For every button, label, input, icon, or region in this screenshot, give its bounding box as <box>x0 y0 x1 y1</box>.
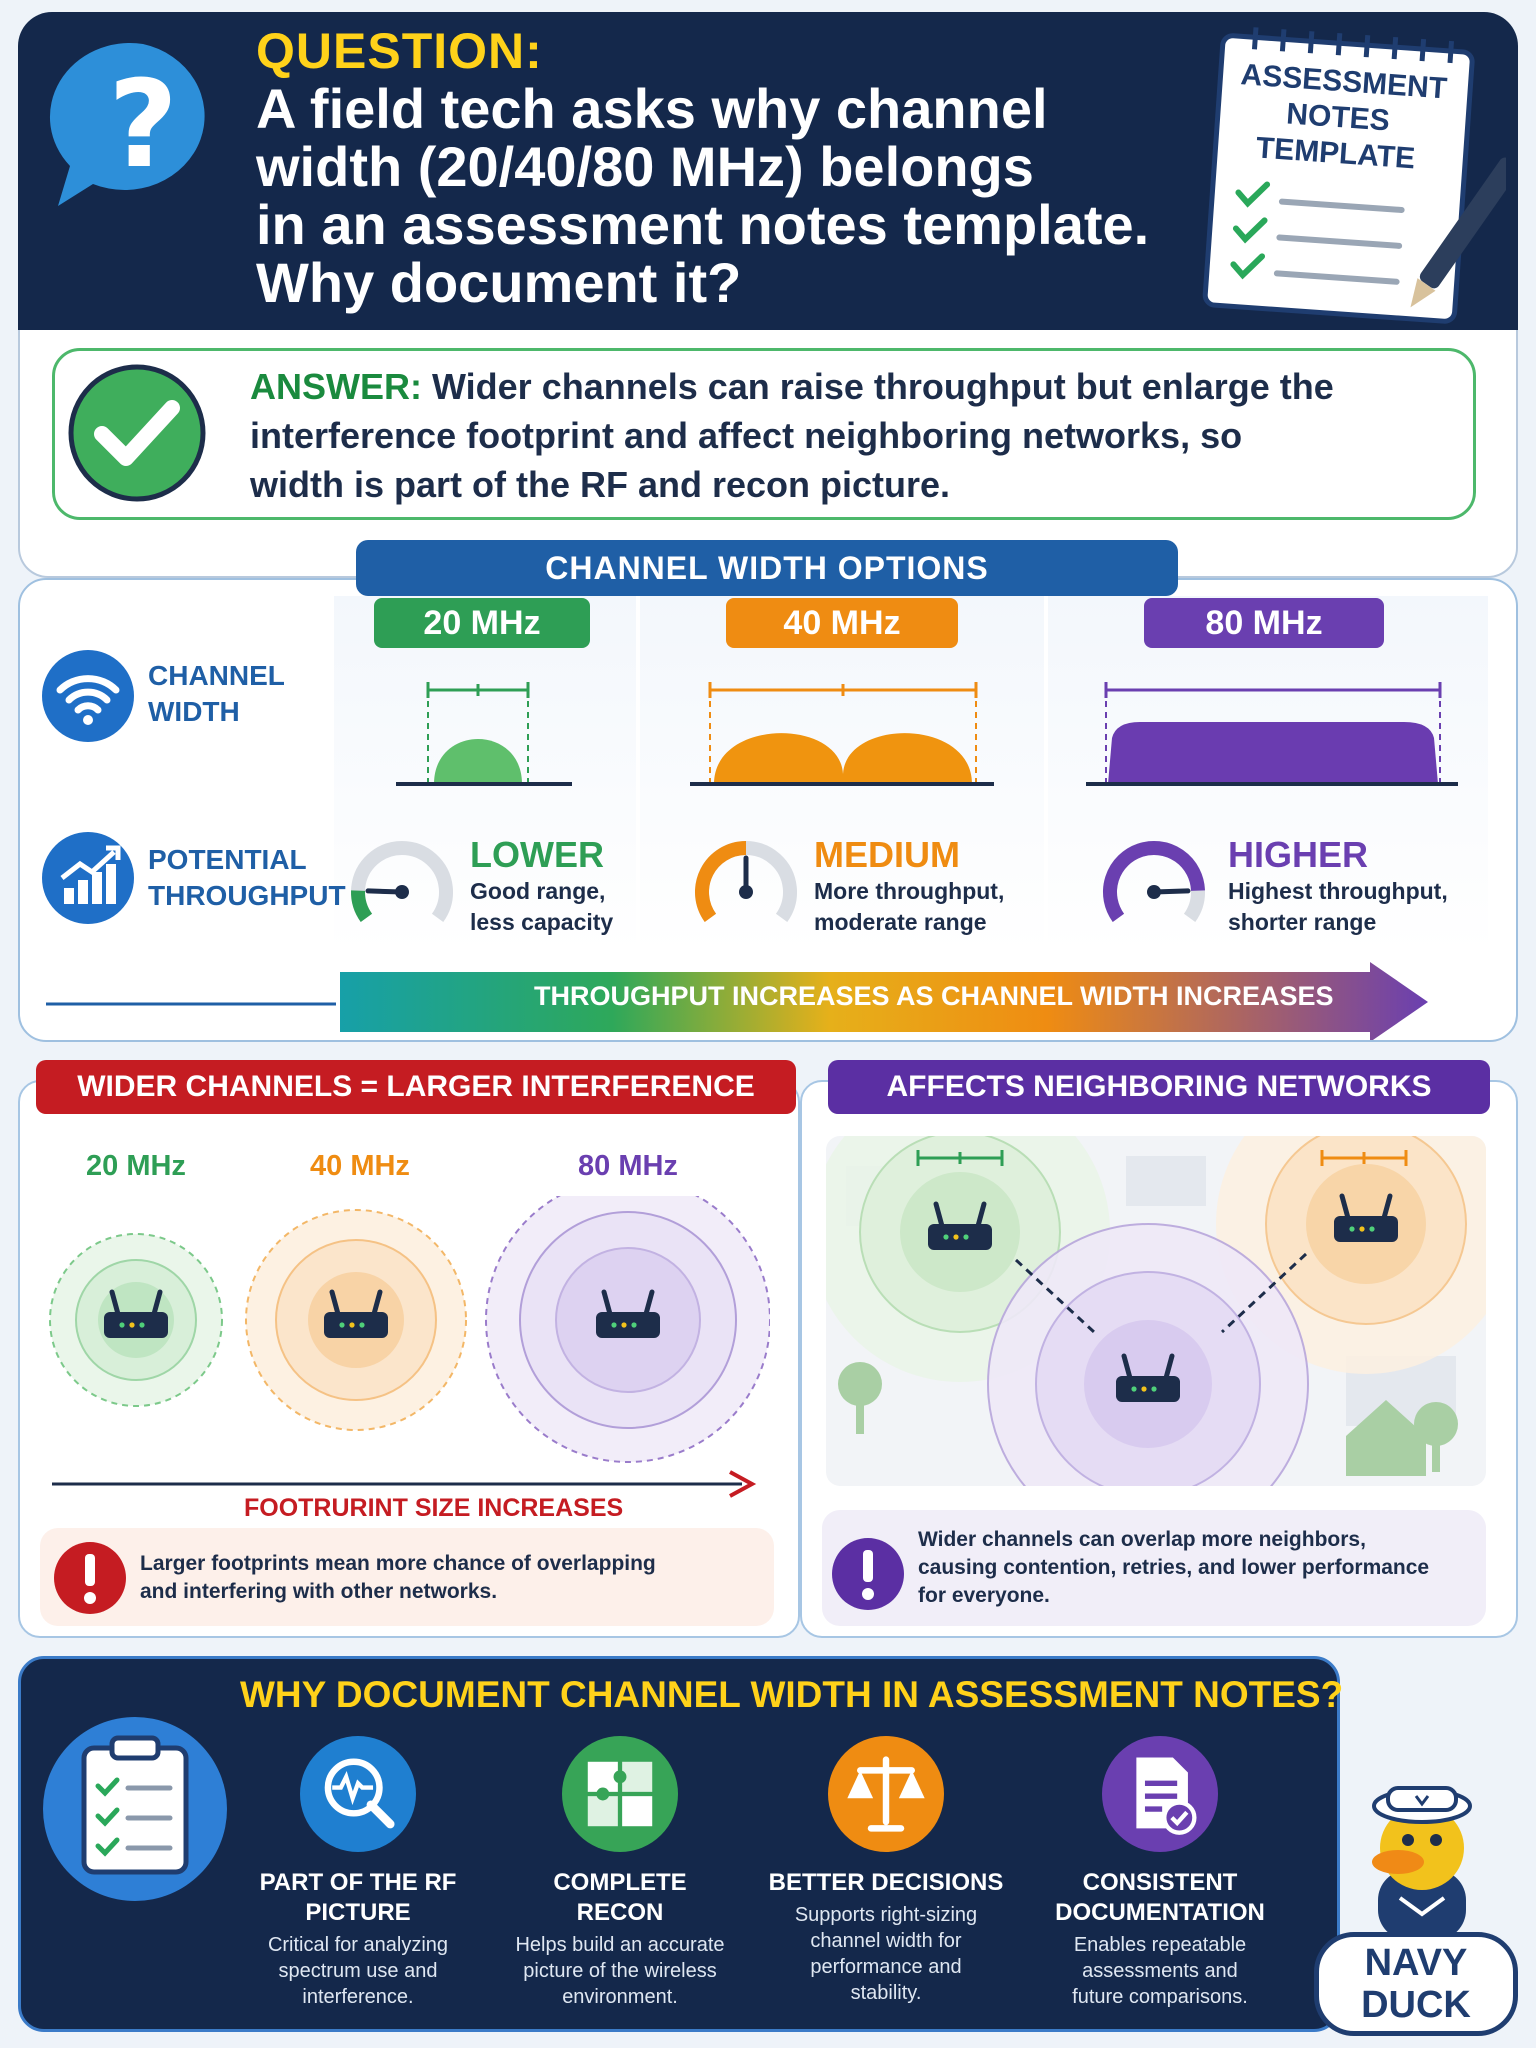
notepad-title-line: TEMPLATE <box>1254 131 1417 176</box>
row-label-line: THROUGHPUT <box>148 880 346 911</box>
document-check-icon <box>1102 1736 1218 1852</box>
bar-chart-icon <box>40 830 136 926</box>
checkmark-icon <box>66 362 208 504</box>
brand-line: NAVY <box>1364 1942 1468 1984</box>
feature-better-decisions <box>766 1736 1006 2006</box>
channel-width-options-title: CHANNEL WIDTH OPTIONS <box>356 540 1178 596</box>
footprint-label-20: 20 MHz <box>86 1150 186 1182</box>
feature-desc-line: interference. <box>302 1986 414 2008</box>
throughput-level-low: LOWER <box>470 834 604 875</box>
question-line: Why document it? <box>256 251 742 314</box>
gauge-icon-high <box>1096 834 1212 934</box>
neighbors-map <box>826 1136 1486 1486</box>
question-text <box>256 77 1176 314</box>
gauge-icon-medium <box>688 834 804 934</box>
note-line: and interfering with other networks. <box>140 1580 498 1603</box>
alert-icon <box>52 1540 128 1616</box>
throughput-desc-low <box>470 876 613 938</box>
feature-desc-line: Critical for analyzing <box>267 1934 449 1956</box>
feature-description <box>248 1932 468 2010</box>
gauge-track <box>358 848 446 918</box>
footprint-size-label: FOOTRURINT SIZE INCREASES <box>244 1494 624 1522</box>
footprint-label-40: 40 MHz <box>310 1150 410 1182</box>
width-tag-80: 80 MHz <box>1144 598 1384 648</box>
feature-desc-line: Supports right-sizing <box>794 1904 978 1926</box>
puzzle-icon <box>562 1736 678 1852</box>
feature-title <box>766 1868 1006 1898</box>
feature-title-line: DOCUMENTATION <box>1055 1899 1265 1926</box>
answer-line: interference footprint and affect neighboring networks, so <box>250 415 1243 456</box>
brand-logo-text <box>1314 1942 1518 2026</box>
feature-title-line: PICTURE <box>305 1899 411 1926</box>
question-line: width (20/40/80 MHz) belongs <box>256 135 1034 198</box>
spectrum-20mhz-diagram <box>390 676 580 792</box>
notepad-title-line: NOTES <box>1285 97 1391 138</box>
feature-title <box>500 1868 740 1928</box>
desc-line: More throughput, <box>814 878 1005 904</box>
gauge-hub <box>739 885 753 899</box>
answer-line: width is part of the RF and recon picture. <box>250 464 951 505</box>
width-tag-40: 40 MHz <box>726 598 958 648</box>
note-line: Larger footprints mean more chance of overlapping <box>140 1552 656 1575</box>
row-label-line: WIDTH <box>148 696 240 727</box>
answer-line: Wider channels can raise throughput but enlarge the <box>432 366 1334 407</box>
waveform-search-icon <box>300 1736 416 1852</box>
note-line: for everyone. <box>918 1584 1050 1607</box>
feature-title-line: PART OF THE RF <box>259 1869 457 1896</box>
footprint-diagram <box>40 1196 770 1496</box>
feature-desc-line: environment. <box>562 1986 678 2008</box>
feature-desc-line: performance and <box>810 1956 962 1978</box>
desc-line: moderate range <box>814 909 987 935</box>
feature-title-line: CONSISTENT <box>1082 1869 1238 1896</box>
row-label-line: POTENTIAL <box>148 844 307 875</box>
feature-description <box>500 1932 740 2010</box>
row-label-line: CHANNEL <box>148 660 285 691</box>
notepad-illustration <box>1196 14 1506 334</box>
feature-desc-line: stability. <box>850 1982 922 2004</box>
feature-consistent-documentation <box>1040 1736 1280 2010</box>
width-tag-20: 20 MHz <box>374 598 590 648</box>
feature-desc-line: picture of the wireless <box>523 1960 717 1982</box>
gauge-hub <box>395 885 409 899</box>
feature-title <box>1040 1868 1280 1928</box>
clipboard-icon <box>40 1714 230 1904</box>
feature-complete-recon <box>500 1736 740 2010</box>
spectrum-40mhz-diagram <box>684 676 1004 792</box>
gauge-hub <box>1147 885 1161 899</box>
feature-title-line: COMPLETE <box>553 1869 687 1896</box>
notepad-title-line: ASSESSMENT <box>1239 58 1449 106</box>
answer-text <box>250 362 1450 509</box>
feature-title-line: RECON <box>576 1899 664 1926</box>
duck-mascot-icon <box>1352 1770 1492 1940</box>
throughput-level-high: HIGHER <box>1228 834 1369 875</box>
throughput-level-medium: MEDIUM <box>814 834 960 875</box>
note-line: Wider channels can overlap more neighbors, <box>918 1528 1366 1551</box>
alert-icon <box>830 1536 906 1612</box>
throughput-desc-medium <box>814 876 1004 938</box>
feature-title <box>248 1868 468 1928</box>
desc-line: Good range, <box>470 878 606 904</box>
neighbors-note-text <box>918 1526 1429 1610</box>
feature-rf-picture <box>248 1736 468 2010</box>
row-label-potential-throughput <box>148 842 346 914</box>
footprint-label-80: 80 MHz <box>578 1150 678 1182</box>
svg-text:?: ? <box>108 56 178 195</box>
question-label: QUESTION: <box>256 23 543 79</box>
feature-desc-line: future comparisons. <box>1072 1986 1248 2008</box>
brand-line: DUCK <box>1361 1984 1471 2026</box>
desc-line: Highest throughput, <box>1228 878 1448 904</box>
footprint-banner: WIDER CHANNELS = LARGER INTERFERENCE FOOTPRINT <box>36 1060 796 1114</box>
question-line: A field tech asks why channel <box>256 77 1048 140</box>
feature-description <box>1040 1932 1280 2010</box>
spectrum-80mhz-diagram <box>1080 676 1466 792</box>
question-line: in an assessment notes template. <box>256 193 1150 256</box>
gauge-icon-low <box>344 834 460 934</box>
feature-desc-line: Helps build an accurate <box>515 1934 725 1956</box>
wifi-icon <box>40 648 136 744</box>
feature-desc-line: spectrum use and <box>278 1960 438 1982</box>
gauge-fill <box>1110 848 1198 918</box>
gauge-fill <box>358 891 366 918</box>
gauge-fill <box>702 848 746 918</box>
scales-icon <box>828 1736 944 1852</box>
desc-line: shorter range <box>1228 909 1377 935</box>
why-document-title: WHY DOCUMENT CHANNEL WIDTH IN ASSESSMENT NOTES? <box>240 1674 1344 1715</box>
note-line: causing contention, retries, and lower performance <box>918 1556 1430 1579</box>
answer-label: ANSWER: <box>250 366 422 407</box>
feature-desc-line: assessments and <box>1082 1960 1238 1982</box>
feature-description <box>766 1902 1006 2006</box>
feature-title-line: BETTER DECISIONS <box>768 1869 1004 1896</box>
neighbors-banner: AFFECTS NEIGHBORING NETWORKS <box>828 1060 1490 1114</box>
throughput-arrow-label: THROUGHPUT INCREASES AS CHANNEL WIDTH INCREASES <box>534 981 1334 1011</box>
feature-desc-line: Enables repeatable <box>1073 1934 1247 1956</box>
question-bubble-icon <box>48 34 238 214</box>
throughput-desc-high <box>1228 876 1448 938</box>
desc-line: less capacity <box>470 909 614 935</box>
footprint-note-text <box>140 1550 656 1606</box>
feature-desc-line: channel width for <box>810 1930 962 1952</box>
row-label-channel-width <box>148 658 285 730</box>
